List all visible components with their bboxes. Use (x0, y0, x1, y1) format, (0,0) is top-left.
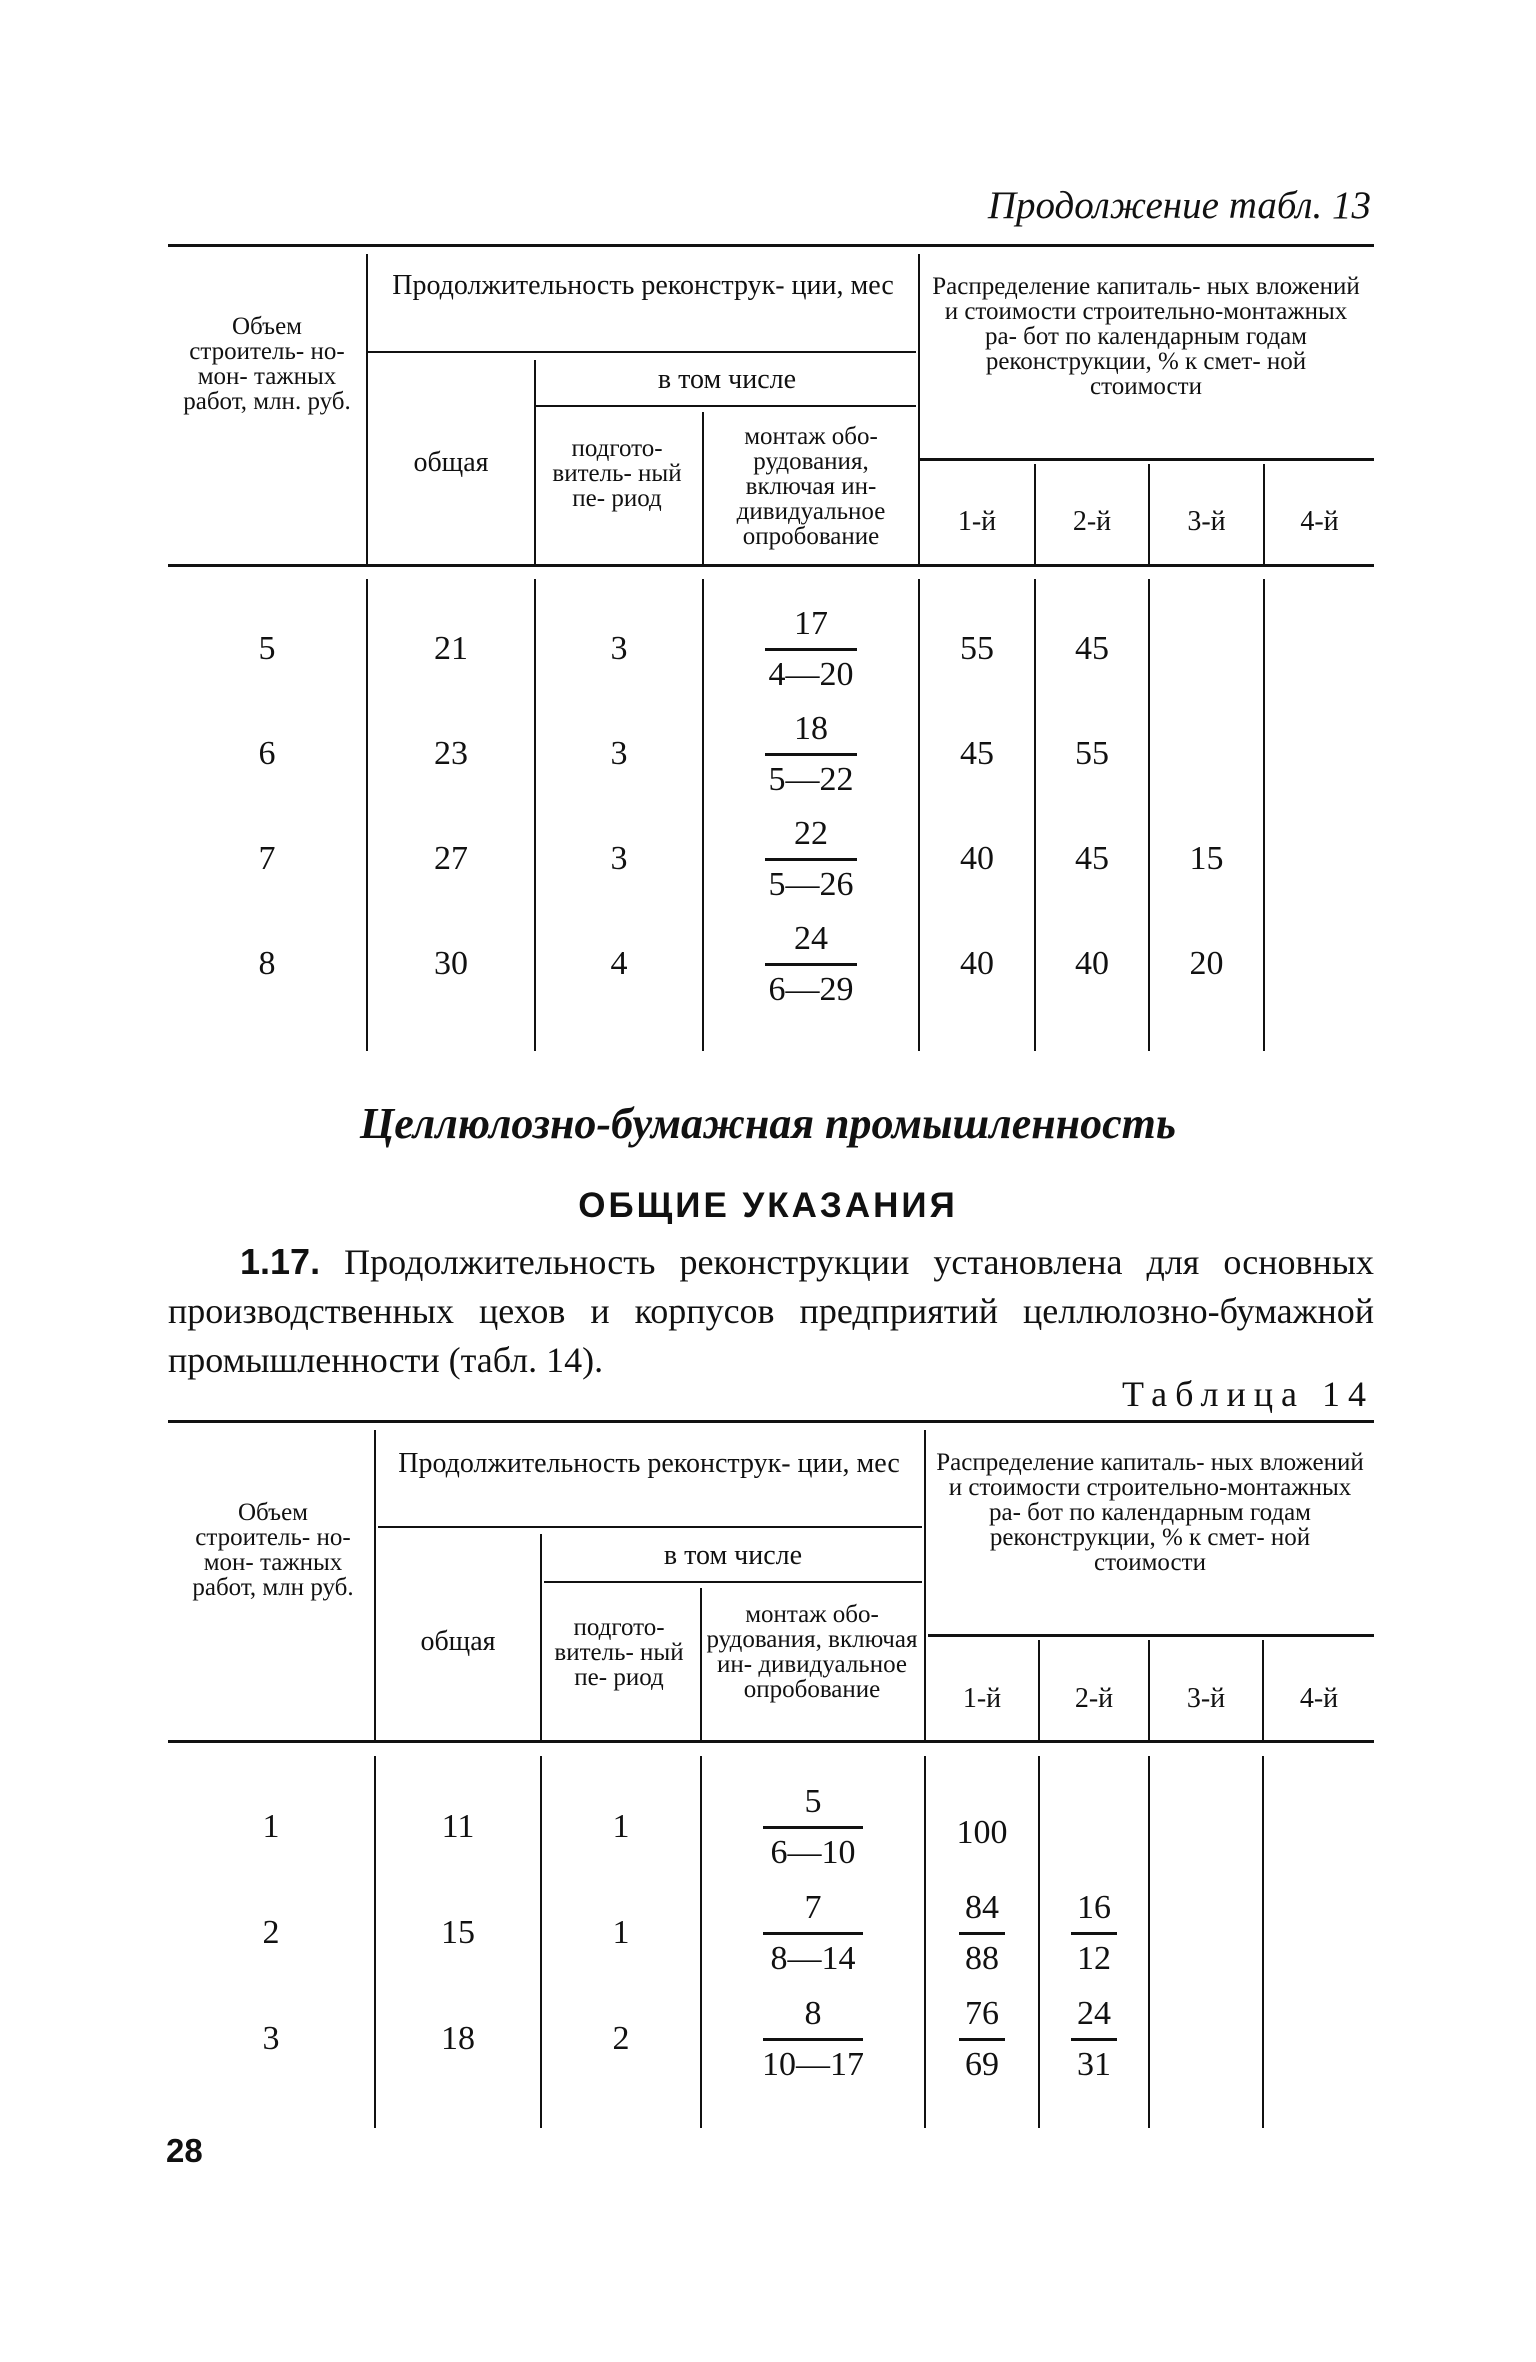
cell-total: 21 (434, 630, 468, 667)
cell-install-fraction (702, 1780, 924, 1875)
header-total: общая (413, 447, 489, 478)
header-including: в том числе (663, 1540, 803, 1571)
cell-volume: 8 (258, 945, 276, 982)
page-number: 28 (166, 2132, 203, 2169)
header-volume: Объем строитель- но-мон- тажных работ, млн руб. (192, 1499, 354, 1601)
header-volume: Объем строитель- но-мон- тажных работ, млн. руб. (183, 313, 351, 415)
fraction-denominator: 5—26 (768, 866, 854, 903)
fraction-denominator: 5—22 (768, 761, 854, 798)
cell-prep: 4 (610, 945, 628, 982)
cell-prep: 1 (612, 1914, 630, 1951)
fraction-denominator: 4—20 (768, 656, 854, 693)
cell-year-1-fraction (926, 1886, 1038, 1981)
cell-year-2: 40 (1075, 945, 1109, 982)
fraction-numerator: 7 (804, 1889, 822, 1926)
fraction-numerator: 17 (794, 605, 828, 642)
cell-volume: 1 (262, 1808, 280, 1845)
fraction-denominator: 88 (965, 1940, 999, 1977)
cell-install-fraction (704, 602, 918, 697)
paragraph-text: Продолжительность реконструкции установлена для основных производственных цехов и корпусов предприятий целлюлозно-бумажной промышленности (табл. 14). (168, 1242, 1374, 1380)
fraction-denominator: 10—17 (762, 2046, 864, 2083)
subsection-title: ОБЩИЕ УКАЗАНИЯ (578, 1186, 958, 1225)
cell-volume: 7 (258, 840, 276, 877)
fraction-denominator: 69 (965, 2046, 999, 2083)
cell-total: 15 (441, 1914, 475, 1951)
header-total: общая (420, 1626, 496, 1657)
cell-total: 11 (441, 1808, 475, 1845)
header-year-1: 1-й (957, 506, 997, 537)
cell-install-fraction (704, 812, 918, 907)
cell-year-1: 100 (956, 1814, 1008, 1851)
cell-year-1: 55 (960, 630, 994, 667)
cell-prep: 2 (612, 2020, 630, 2057)
cell-year-2: 55 (1075, 735, 1109, 772)
header-prep: подгото- витель- ный пе- риод (554, 1614, 684, 1691)
cell-year-1: 45 (960, 735, 994, 772)
fraction-denominator: 6—10 (770, 1834, 856, 1871)
cell-prep: 1 (612, 1808, 630, 1845)
header-year-4: 4-й (1300, 506, 1339, 537)
cell-install-fraction (702, 1992, 924, 2087)
cell-year-2: 45 (1075, 630, 1109, 667)
cell-year-2-fraction (1040, 1992, 1148, 2087)
fraction-denominator: 12 (1077, 1940, 1111, 1977)
cell-total: 23 (434, 735, 468, 772)
header-install: монтаж обо- рудования, включая ин- дивидуальное опробование (736, 423, 886, 550)
cell-year-2: 45 (1075, 840, 1109, 877)
cell-install-fraction (704, 917, 918, 1012)
cell-volume: 3 (262, 2020, 280, 2057)
cell-prep: 3 (610, 735, 628, 772)
cell-year-1: 40 (960, 945, 994, 982)
paragraph-number: 1.17. (240, 1241, 321, 1282)
section-title: Целлюлозно-бумажная промышленность (360, 1099, 1176, 1148)
header-year-2: 2-й (1074, 1683, 1114, 1714)
fraction-numerator: 24 (794, 920, 828, 957)
cell-volume: 5 (258, 630, 276, 667)
cell-install-fraction (702, 1886, 924, 1981)
header-distribution: Распределение капиталь- ных вложений и стоимости строительно-монтажных ра- бот по календарным годам реконструкции, % к смет- ной стоимости (932, 273, 1360, 400)
cell-year-1-fraction (926, 1992, 1038, 2087)
table-14 (168, 1420, 1374, 2132)
cell-volume: 6 (258, 735, 276, 772)
header-prep: подгото- витель- ный пе- риод (552, 435, 682, 512)
cell-year-3: 20 (1189, 945, 1224, 982)
fraction-numerator: 24 (1077, 1995, 1111, 2032)
header-year-2: 2-й (1072, 506, 1112, 537)
header-duration: Продолжительность реконструк- ции, мес (398, 1448, 900, 1479)
cell-install-fraction (704, 707, 918, 802)
header-year-1: 1-й (962, 1683, 1002, 1714)
cell-volume: 2 (262, 1914, 280, 1951)
fraction-denominator: 6—29 (768, 971, 854, 1008)
fraction-denominator: 8—14 (770, 1940, 856, 1977)
cell-prep: 3 (610, 840, 628, 877)
fraction-numerator: 8 (804, 1995, 822, 2032)
cell-total: 30 (434, 945, 468, 982)
fraction-numerator: 76 (965, 1995, 999, 2032)
fraction-numerator: 22 (794, 815, 828, 852)
fraction-numerator: 84 (965, 1889, 999, 1926)
fraction-numerator: 5 (804, 1783, 822, 1820)
continuation-label: Продолжение табл. 13 (987, 184, 1371, 227)
header-year-3: 3-й (1186, 1683, 1226, 1714)
cell-total: 27 (434, 840, 468, 877)
paragraph-1-17 (168, 1237, 1374, 1385)
table-14-label: Таблица 14 (1122, 1374, 1374, 1414)
cell-year-1: 40 (960, 840, 994, 877)
table-13 (168, 244, 1374, 1056)
fraction-numerator: 16 (1077, 1889, 1111, 1926)
fraction-denominator: 31 (1077, 2046, 1111, 2083)
fraction-numerator: 18 (794, 710, 828, 747)
header-distribution: Распределение капиталь- ных вложений и стоимости строительно-монтажных ра- бот по календарным годам реконструкции, % к смет- ной стоимости (936, 1449, 1364, 1576)
header-year-3: 3-й (1187, 506, 1226, 537)
cell-total: 18 (441, 2020, 475, 2057)
header-install: монтаж обо- рудования, включая ин- дивидуальное опробование (706, 1601, 918, 1703)
cell-prep: 3 (610, 630, 628, 667)
cell-year-3: 15 (1189, 840, 1224, 877)
cell-year-2-fraction (1040, 1886, 1148, 1981)
header-including: в том числе (657, 364, 797, 395)
header-duration: Продолжительность реконструк- ции, мес (392, 270, 894, 301)
header-year-4: 4-й (1299, 1683, 1339, 1714)
